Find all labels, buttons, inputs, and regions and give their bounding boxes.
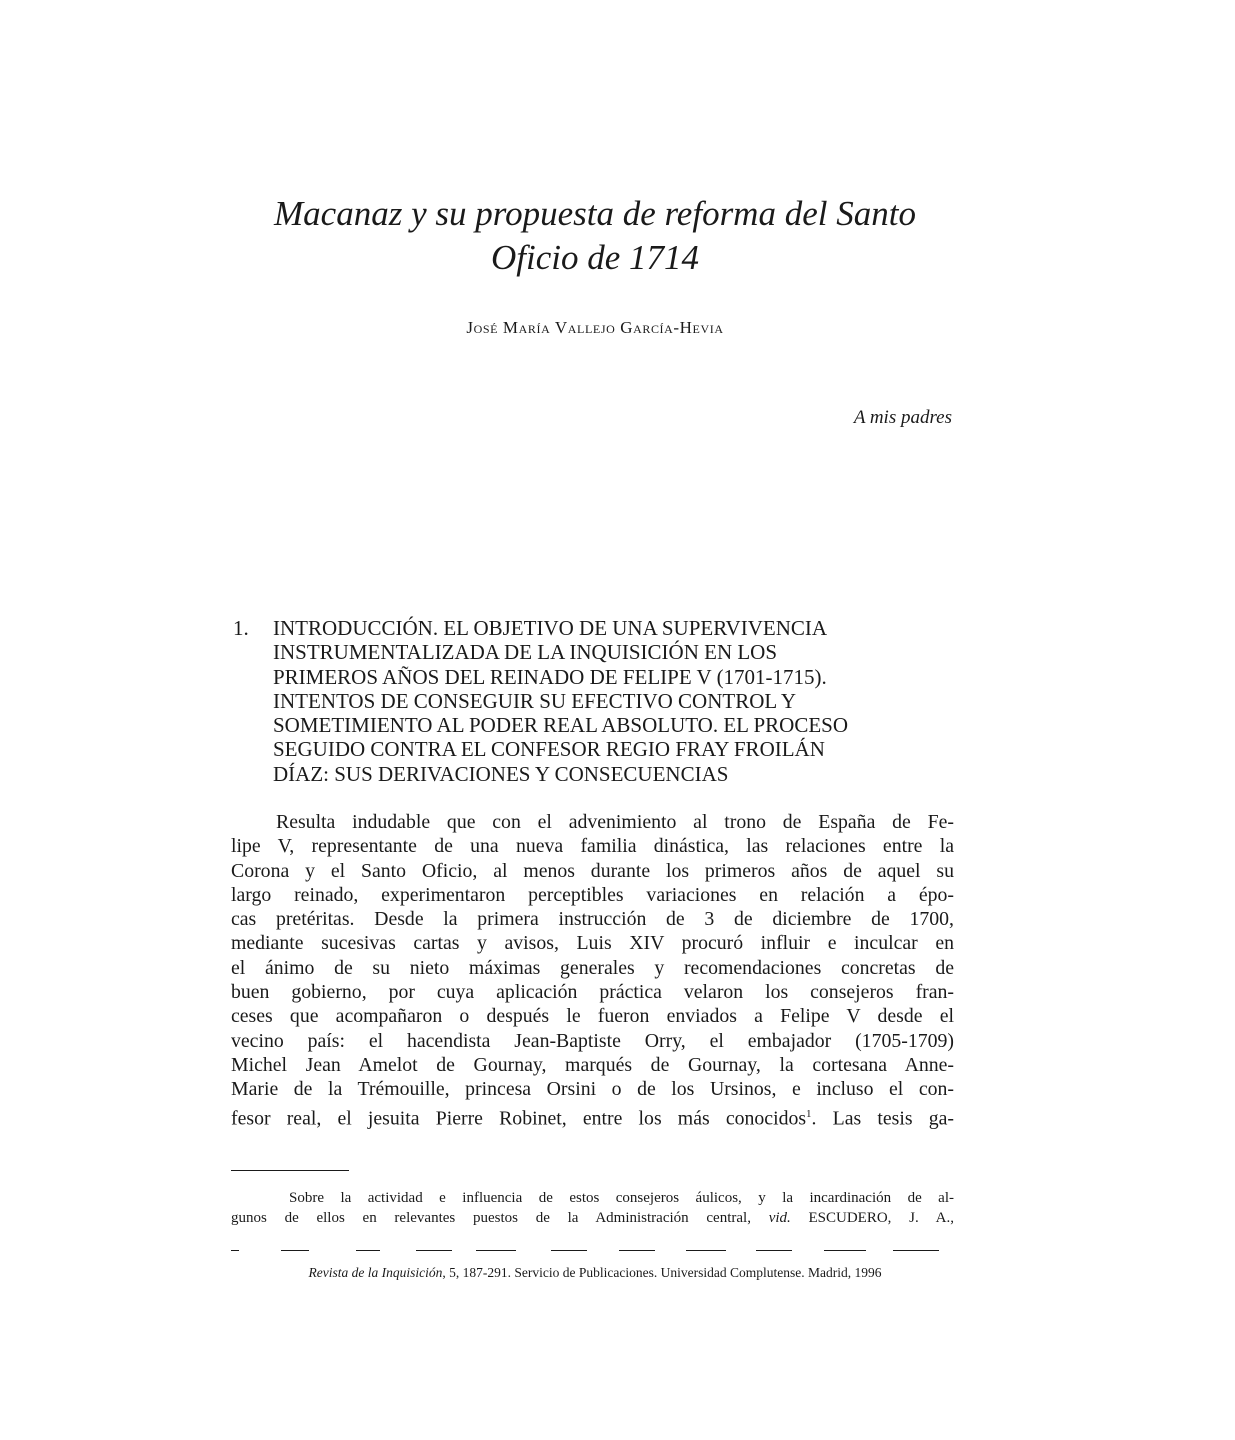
footnote-separator — [231, 1170, 349, 1171]
journal-footer — [200, 1265, 990, 1281]
body-line: Marie de la Trémouille, princesa Orsini o de los Ursinos, e incluso el con- — [231, 1078, 954, 1101]
title-line-1: Macanaz y su propuesta de reforma del Santo — [274, 194, 916, 233]
dash — [686, 1250, 726, 1251]
body-line: lipe V, representante de una nueva familia dinástica, las relaciones entre la — [231, 835, 954, 858]
footnote-text: gunos de ellos en relevantes puestos de la Administración central, — [231, 1210, 769, 1226]
title-line-2: Oficio de 1714 — [490, 238, 700, 277]
dash — [756, 1250, 792, 1251]
footnote — [231, 1188, 954, 1228]
dash — [356, 1250, 380, 1251]
body-line: el ánimo de su nieto máximas generales y recomendaciones concretas de — [231, 956, 954, 979]
dash — [893, 1250, 939, 1251]
dash — [551, 1250, 587, 1251]
body-paragraph — [231, 810, 954, 1130]
body-line: vecino país: el hacendista Jean-Baptiste Orry, el embajador (1705-1709) — [231, 1029, 954, 1052]
author-name: José María Vallejo García-Hevia — [466, 318, 724, 337]
heading-line: DÍAZ: SUS DERIVACIONES Y CONSECUENCIAS — [273, 761, 729, 786]
dash — [824, 1250, 866, 1251]
dedication: A mis padres — [853, 407, 952, 428]
journal-details: , 5, 187-291. Servicio de Publicaciones. Universidad Complutense. Madrid, 1996 — [442, 1265, 882, 1280]
heading-line: SEGUIDO CONTRA EL CONFESOR REGIO FRAY FROILÁN — [273, 737, 825, 762]
body-line: ceses que acompañaron o después le fueron enviados a Felipe V desde el — [231, 1005, 954, 1028]
body-line: largo reinado, experimentaron perceptibles variaciones en relación a épo- — [231, 883, 954, 906]
body-line-last — [231, 1102, 954, 1131]
article-title — [200, 192, 990, 280]
footnote-vid: vid. — [768, 1210, 791, 1226]
body-line: mediante sucesivas cartas y avisos, Luis XIV procuró influir e inculcar en — [231, 932, 954, 955]
dash — [416, 1250, 452, 1251]
dash — [619, 1250, 655, 1251]
heading-line: PRIMEROS AÑOS DEL REINADO DE FELIPE V (1701-1715). — [273, 664, 827, 689]
heading-line: INTRODUCCIÓN. EL OBJETIVO DE UNA SUPERVIVENCIA — [273, 616, 828, 640]
footnote-text: ESCUDERO, J. A., — [790, 1210, 954, 1226]
heading-line: SOMETIMIENTO AL PODER REAL ABSOLUTO. EL PROCESO — [273, 713, 849, 738]
footnote-line — [231, 1208, 954, 1228]
body-line-text: . Las tesis ga- — [811, 1107, 954, 1130]
section-heading — [273, 616, 963, 786]
body-line: Resulta indudable que con el advenimiento al trono de España de Fe- — [276, 811, 954, 833]
section-number: 1. — [233, 616, 249, 640]
footnote-line: Sobre la actividad e influencia de estos consejeros áulicos, y la incardinación de al- — [289, 1190, 954, 1206]
body-line: cas pretéritas. Desde la primera instrucción de 3 de diciembre de 1700, — [231, 908, 954, 931]
dash — [281, 1250, 309, 1251]
footnote-reference[interactable]: 1 — [806, 1107, 812, 1120]
heading-line: INSTRUMENTALIZADA DE LA INQUISICIÓN EN LOS — [273, 640, 778, 665]
journal-name: Revista de la Inquisición — [308, 1265, 443, 1280]
dash — [231, 1250, 239, 1251]
footer-dashed-rule — [231, 1250, 939, 1254]
body-line: Michel Jean Amelot de Gournay, marqués de Gournay, la cortesana Anne- — [231, 1053, 954, 1076]
body-line-text: fesor real, el jesuita Pierre Robinet, entre los más conocidos — [231, 1107, 807, 1130]
body-line: buen gobierno, por cuya aplicación práctica velaron los consejeros fran- — [231, 981, 954, 1004]
dash — [476, 1250, 516, 1251]
heading-line: INTENTOS DE CONSEGUIR SU EFECTIVO CONTROL Y — [273, 688, 797, 713]
body-line: Corona y el Santo Oficio, al menos durante los primeros años de aquel su — [231, 859, 954, 882]
